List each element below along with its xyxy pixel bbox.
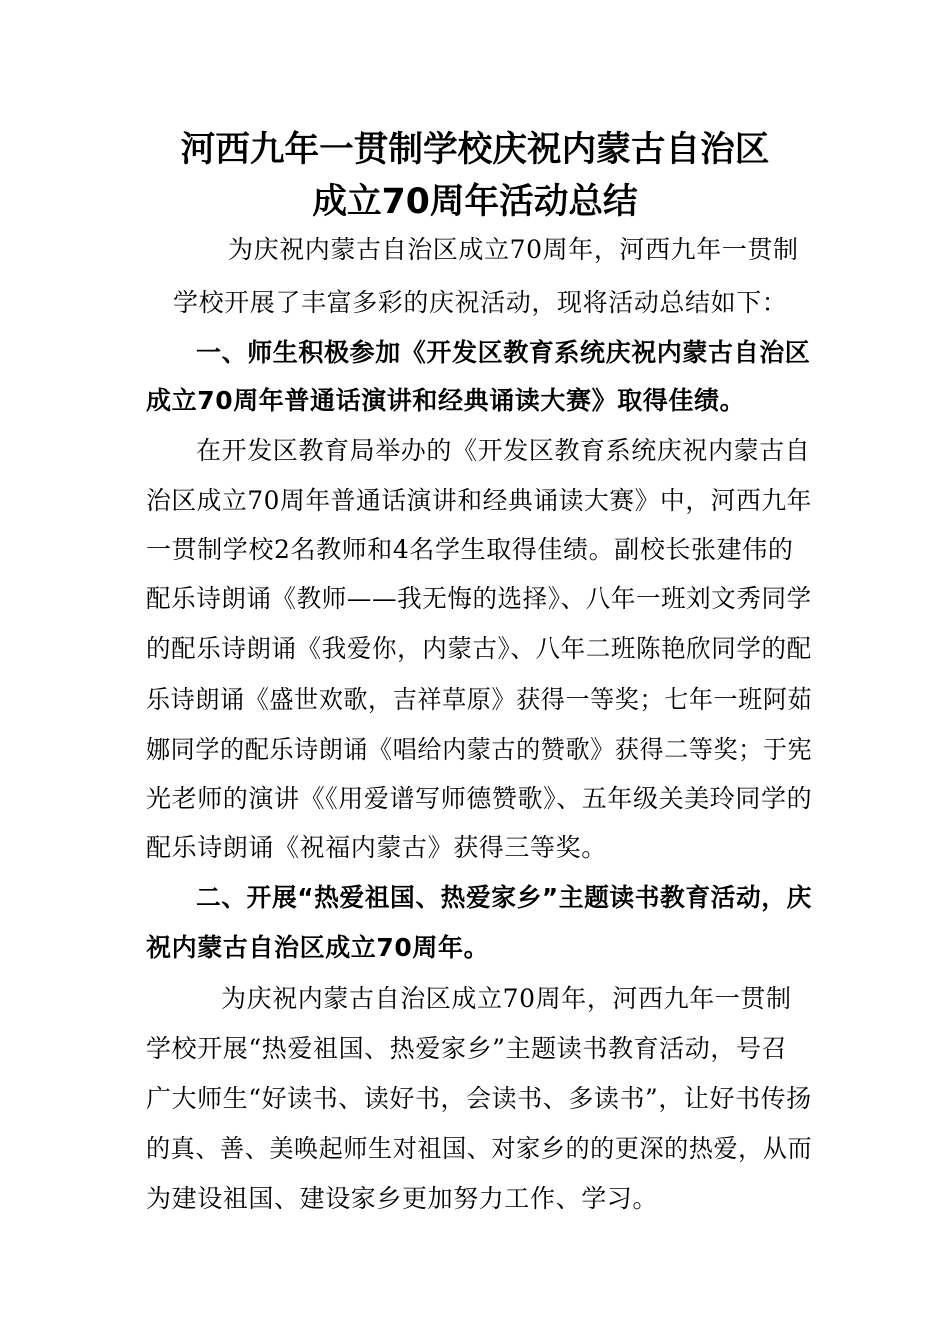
document-title-line-1: 河西九年一贯制学校庆祝内蒙古自治区 [180,130,770,170]
section-1-body-line-8: 光老师的演讲《《用爱谱写师德赞歌》、五年级关美玲同学的 [146,784,813,813]
section-1-heading-line-2: 成立70周年普通话演讲和经典诵读大赛》取得佳绩。 [146,386,746,415]
section-2-body-line-2: 学校开展“热爱祖国、热爱家乡”主题读书教育活动，号召 [146,1034,788,1063]
section-2-body-line-3: 广大师生“好读书、读好书，会读书、多读书”，让好书传扬 [146,1084,812,1113]
section-1-body-line-2: 治区成立70周年普通话演讲和经典诵读大赛》中，河西九年 [146,486,813,515]
section-2-body-line-5: 为建设祖国、建设家乡更加努力工作、学习。 [146,1184,659,1213]
section-2-heading-line-2: 祝内蒙古自治区成立70周年。 [146,933,490,962]
intro-line-2: 学校开展了丰富多彩的庆祝活动，现将活动总结如下： [173,288,788,317]
document-title-line-2: 成立70周年活动总结 [312,182,638,222]
section-1-heading-line-1: 一、师生积极参加《开发区教育系统庆祝内蒙古自治区 [196,338,811,367]
section-1-body-line-7: 娜同学的配乐诗朗诵《唱给内蒙古的赞歌》获得二等奖；于宪 [146,735,813,764]
intro-line-1: 为庆祝内蒙古自治区成立70周年，河西九年一贯制 [228,235,799,264]
section-1-body-line-9: 配乐诗朗诵《祝福内蒙古》获得三等奖。 [146,833,607,862]
section-1-body-line-4: 配乐诗朗诵《教师——我无悔的选择》、八年一班刘文秀同学 [146,584,812,613]
section-2-body-line-4: 的真、善、美唤起师生对祖国、对家乡的的更深的热爱，从而 [146,1134,813,1163]
section-1-body-line-5: 的配乐诗朗诵《我爱你，内蒙古》、八年二班陈艳欣同学的配 [146,634,812,663]
section-1-body-line-6: 乐诗朗诵《盛世欢歌，吉祥草原》获得一等奖；七年一班阿茹 [146,685,813,714]
section-1-body-line-3: 一贯制学校2名教师和4名学生取得佳绩。副校长张建伟的 [146,535,794,564]
section-2-heading-line-1: 二、开展“热爱祖国、热爱家乡”主题读书教育活动，庆 [196,883,812,912]
section-2-body-line-1: 为庆祝内蒙古自治区成立70周年，河西九年一贯制 [221,984,792,1013]
section-1-body-line-1: 在开发区教育局举办的《开发区教育系统庆祝内蒙古自 [196,436,811,465]
